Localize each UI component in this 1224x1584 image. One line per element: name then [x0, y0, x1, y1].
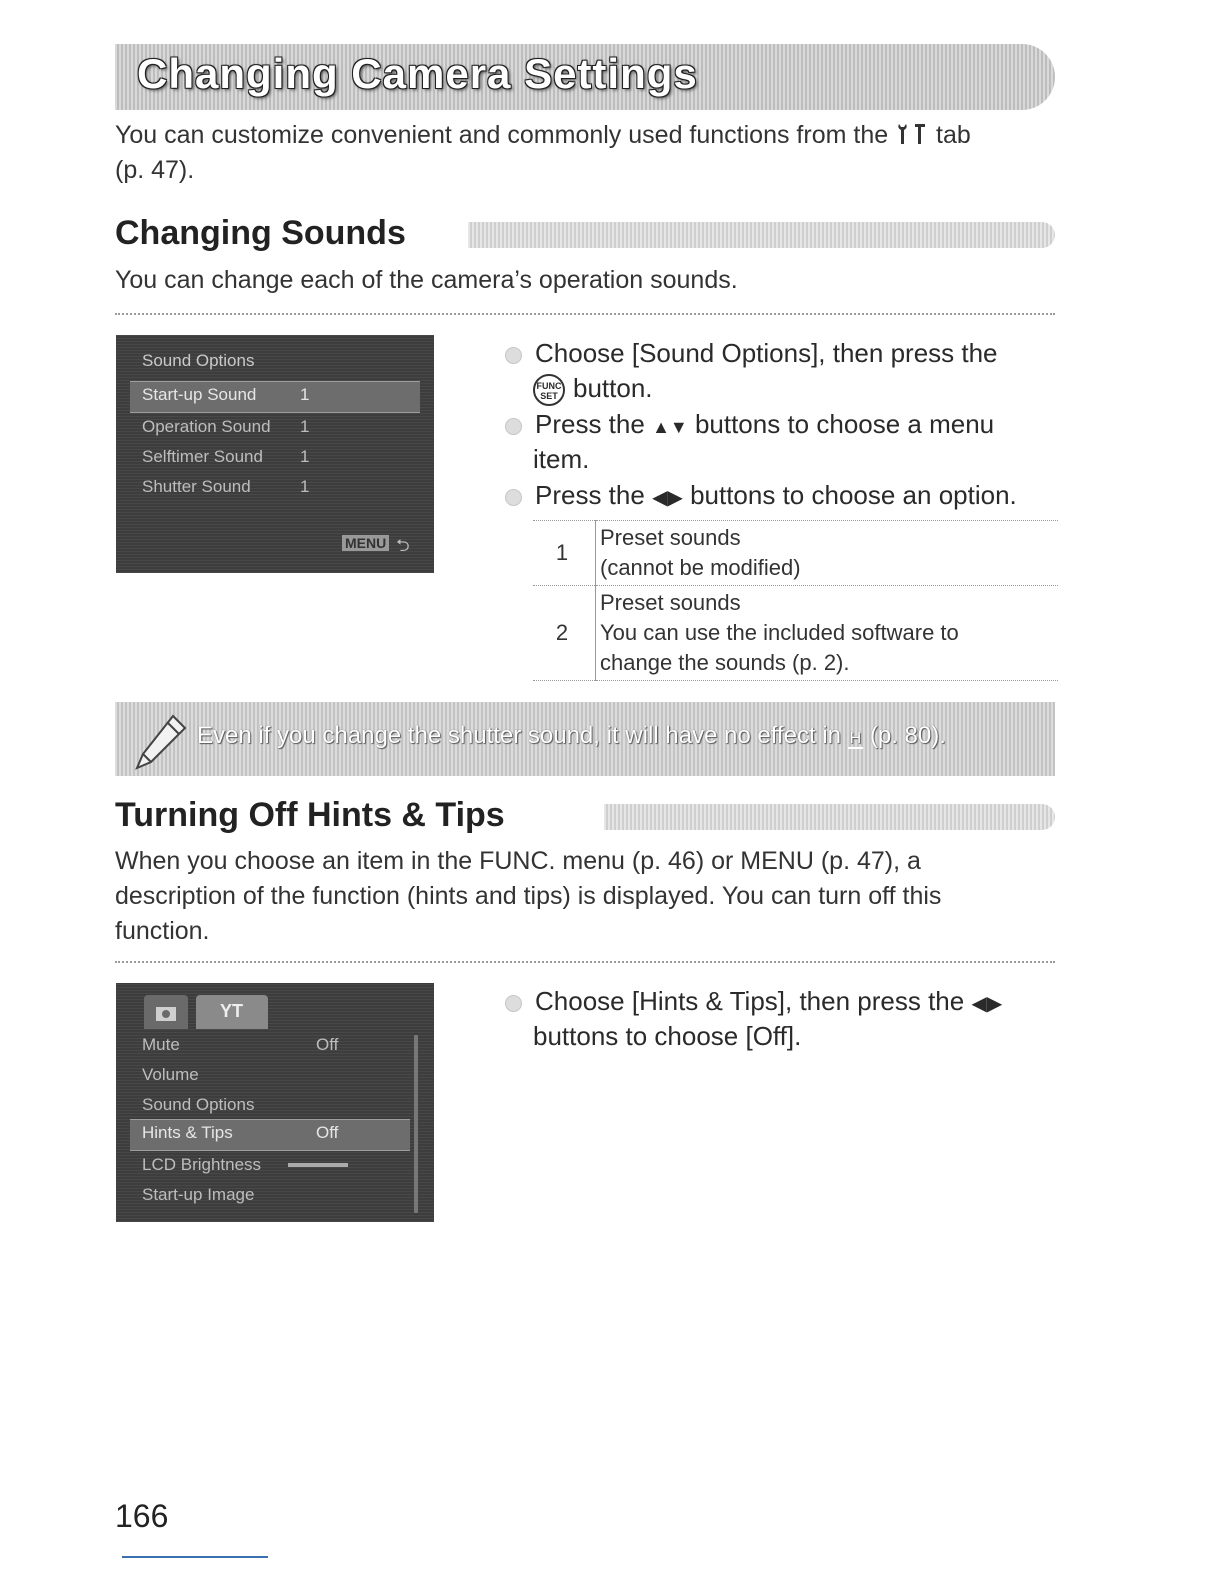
section-title-bar [468, 222, 1055, 248]
step-2 [505, 407, 994, 445]
step-text: buttons to choose a menu [694, 409, 995, 439]
settings-tab [196, 995, 268, 1029]
menu-button-label: MENU [342, 535, 389, 551]
screen-row-label: Start-up Sound [142, 385, 257, 404]
camera-icon [144, 995, 188, 1029]
sound-options-table [533, 520, 1058, 681]
bullet-icon [505, 418, 522, 435]
section-desc-hints: When you choose an item in the FUNC. menu (p. 46) or MENU (p. 47), a description of the function (hints and tips) is displayed. You can turn off this function. [115, 847, 942, 945]
intro-page-ref: (p. 47). [115, 156, 195, 184]
option-description: Preset sounds (cannot be modified) [596, 521, 1059, 586]
intro-tail: tab [936, 121, 971, 149]
left-right-buttons-icon: ◀▶ [652, 487, 683, 509]
screen-row-label: Selftimer Sound [142, 447, 263, 466]
screen-row-value: Off [316, 1123, 339, 1142]
step-text: Choose [Sound Options], then press the [535, 338, 998, 368]
divider [115, 313, 1055, 315]
step-text: Choose [Hints & Tips], then press the [535, 986, 965, 1016]
chapter-title: Changing Camera Settings [137, 50, 698, 97]
wrench-icon [895, 122, 929, 146]
screen-row-label: Start-up Image [142, 1185, 255, 1204]
option-description: Preset sounds You can use the included software to change the sounds (p. 2). [596, 586, 1059, 681]
bullet-icon [505, 347, 522, 364]
step-hints-cont: buttons to choose [Off]. [533, 1021, 802, 1051]
screen-row-label: LCD Brightness [142, 1155, 262, 1174]
bullet-icon [505, 995, 522, 1012]
section-title-hints: Turning Off Hints & Tips [115, 796, 505, 834]
page-number-rule [122, 1556, 268, 1558]
intro-text: You can customize convenient and commonly used functions from the [115, 121, 889, 149]
page-number: 166 [115, 1498, 169, 1534]
step-3 [505, 478, 1017, 516]
screen-row-label: Operation Sound [142, 417, 271, 436]
section-desc-sounds: You can change each of the camera’s operation sounds. [115, 266, 738, 294]
bullet-icon [505, 489, 522, 506]
screen-row-label: Volume [142, 1065, 199, 1084]
screen-row-label: Shutter Sound [142, 477, 251, 496]
scrollbar [414, 1035, 418, 1213]
step-1 [505, 336, 998, 371]
step-2-cont: item. [533, 444, 590, 474]
up-down-buttons-icon: ▲▼ [652, 417, 688, 437]
step-text: Press the [535, 480, 645, 510]
screen-row-value: 1 [300, 417, 310, 436]
option-number: 2 [555, 620, 569, 645]
screen-row-value: 1 [300, 447, 310, 466]
pencil-icon [133, 712, 189, 772]
section-title-bar [604, 804, 1055, 830]
divider [115, 961, 1055, 963]
step-hints [505, 984, 1002, 1022]
func-set-button-icon: FUNC SET [533, 374, 565, 406]
step-text: buttons to choose an option. [690, 480, 1017, 510]
screen-row-value: 1 [300, 477, 310, 496]
step-text: button. [573, 373, 653, 403]
screen-title: Sound Options [142, 351, 255, 370]
camera-screen-settings [116, 983, 434, 1222]
chapter-title-band [115, 44, 1055, 110]
option-number: 1 [555, 540, 569, 565]
screen-row-label: Mute [142, 1035, 180, 1054]
return-arrow-icon: ⮌ [396, 536, 410, 555]
brightness-bar [288, 1163, 348, 1167]
screen-row-label: Hints & Tips [142, 1123, 233, 1142]
table-row [533, 586, 1058, 681]
left-right-buttons-icon: ◀▶ [971, 993, 1003, 1015]
wrench-icon: ΥT [220, 1001, 244, 1021]
camera-tab [144, 995, 188, 1029]
step-text: Press the [535, 409, 645, 439]
intro-paragraph [115, 118, 1075, 188]
note-band [115, 702, 1055, 776]
screen-row-value: 1 [300, 385, 310, 404]
step-1-cont [533, 371, 653, 406]
table-row [533, 521, 1058, 586]
high-speed-burst-icon: H [849, 730, 862, 747]
screen-row-label: Sound Options [142, 1095, 255, 1114]
camera-screen-sound-options [116, 335, 434, 573]
screen-row-value: Off [316, 1035, 339, 1054]
section-title-sounds: Changing Sounds [115, 214, 406, 252]
note-text: Even if you change the shutter sound, it will have no effect in H (p. 80). [197, 722, 946, 749]
